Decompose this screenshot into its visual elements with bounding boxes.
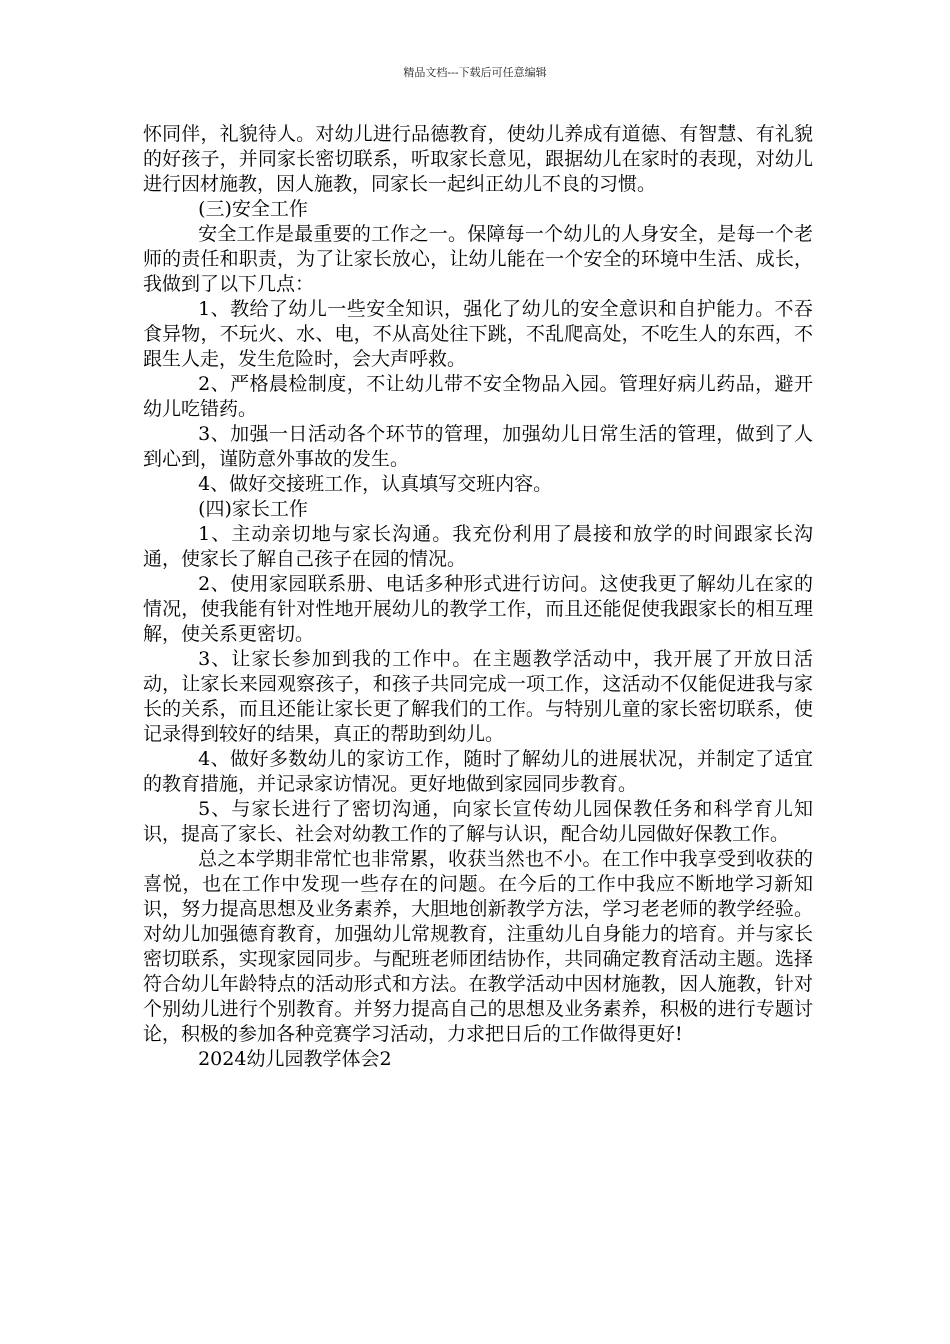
paragraph: 安全工作是最重要的工作之一。保障每一个幼儿的人身安全，是每一个老师的责任和职责，为了让家长放心，让幼儿能在一个安全的环境中生活、成长，我做到了以下几点： [143, 223, 813, 295]
list-item: 3、让家长参加到我的工作中。在主题教学活动中，我开展了开放日活动，让家长来园观察孩子，和孩子共同完成一项工作，这活动不仅能促进我与家长的关系，而且还能让家长更了解我们的工作。与特别儿童的家长密切联系，使记录得到较好的结果，真正的帮助到幼儿。 [143, 648, 813, 745]
list-item: 4、做好多数幼儿的家访工作，随时了解幼儿的进展状况，并制定了适宜的教育措施，并记录家访情况。更好地做到家园同步教育。 [143, 748, 813, 795]
section-heading: (三)安全工作 [198, 198, 308, 220]
list-item: 5、与家长进行了密切沟通，向家长宣传幼儿园保教任务和科学育儿知识，提高了家长、社会对幼教工作的了解与认识，配合幼儿园做好保教工作。 [143, 798, 813, 845]
list-item: 3、加强一日活动各个环节的管理，加强幼儿日常生活的管理，做到了人到心到，谨防意外事故的发生。 [143, 423, 813, 470]
list-item: 1、主动亲切地与家长沟通。我充份利用了晨接和放学的时间跟家长沟通，使家长了解自己孩子在园的情况。 [143, 523, 813, 570]
list-item: 1、教给了幼儿一些安全知识，强化了幼儿的安全意识和自护能力。不吞食异物，不玩火、水、电，不从高处往下跳，不乱爬高处，不吃生人的东西，不跟生人走，发生危险时，会大声呼救。 [143, 298, 813, 370]
paragraph: 怀同伴，礼貌待人。对幼儿进行品德教育，使幼儿养成有道德、有智慧、有礼貌的好孩子，并同家长密切联系，听取家长意见，跟据幼儿在家时的表现，对幼儿进行因材施教，因人施教，同家长一起纠正幼儿不良的习惯。 [143, 123, 813, 195]
list-item: 4、做好交接班工作，认真填写交班内容。 [198, 473, 553, 495]
section-title: 2024幼儿园教学体会2 [198, 1048, 392, 1070]
document-body [143, 122, 813, 1072]
page-header: 精品文档---下载后可任意编辑 [403, 66, 547, 79]
list-item: 2、严格晨检制度，不让幼儿带不安全物品入园。管理好病儿药品，避开幼儿吃错药。 [143, 373, 813, 420]
paragraph: 总之本学期非常忙也非常累，收获当然也不小。在工作中我享受到收获的喜悦，也在工作中发现一些存在的问题。在今后的工作中我应不断地学习新知识，努力提高思想及业务素养，大胆地创新教学方法，学习老老师的教学经验。对幼儿加强德育教育，加强幼儿常规教育，注重幼儿自身能力的培育。并与家长密切联系，实现家园同步。与配班老师团结协作，共同确定教育活动主题。选择符合幼儿年龄特点的活动形式和方法。在教学活动中因材施教，因人施教，针对个别幼儿进行个别教育。并努力提高自己的思想及业务素养，积极的进行专题讨论，积极的参加各种竞赛学习活动，力求把日后的工作做得更好! [143, 848, 813, 1045]
section-heading: (四)家长工作 [198, 498, 308, 520]
list-item: 2、使用家园联系册、电话多种形式进行访问。这使我更了解幼儿在家的情况，使我能有针对性地开展幼儿的教学工作，而且还能促使我跟家长的相互理解，使关系更密切。 [143, 573, 813, 645]
